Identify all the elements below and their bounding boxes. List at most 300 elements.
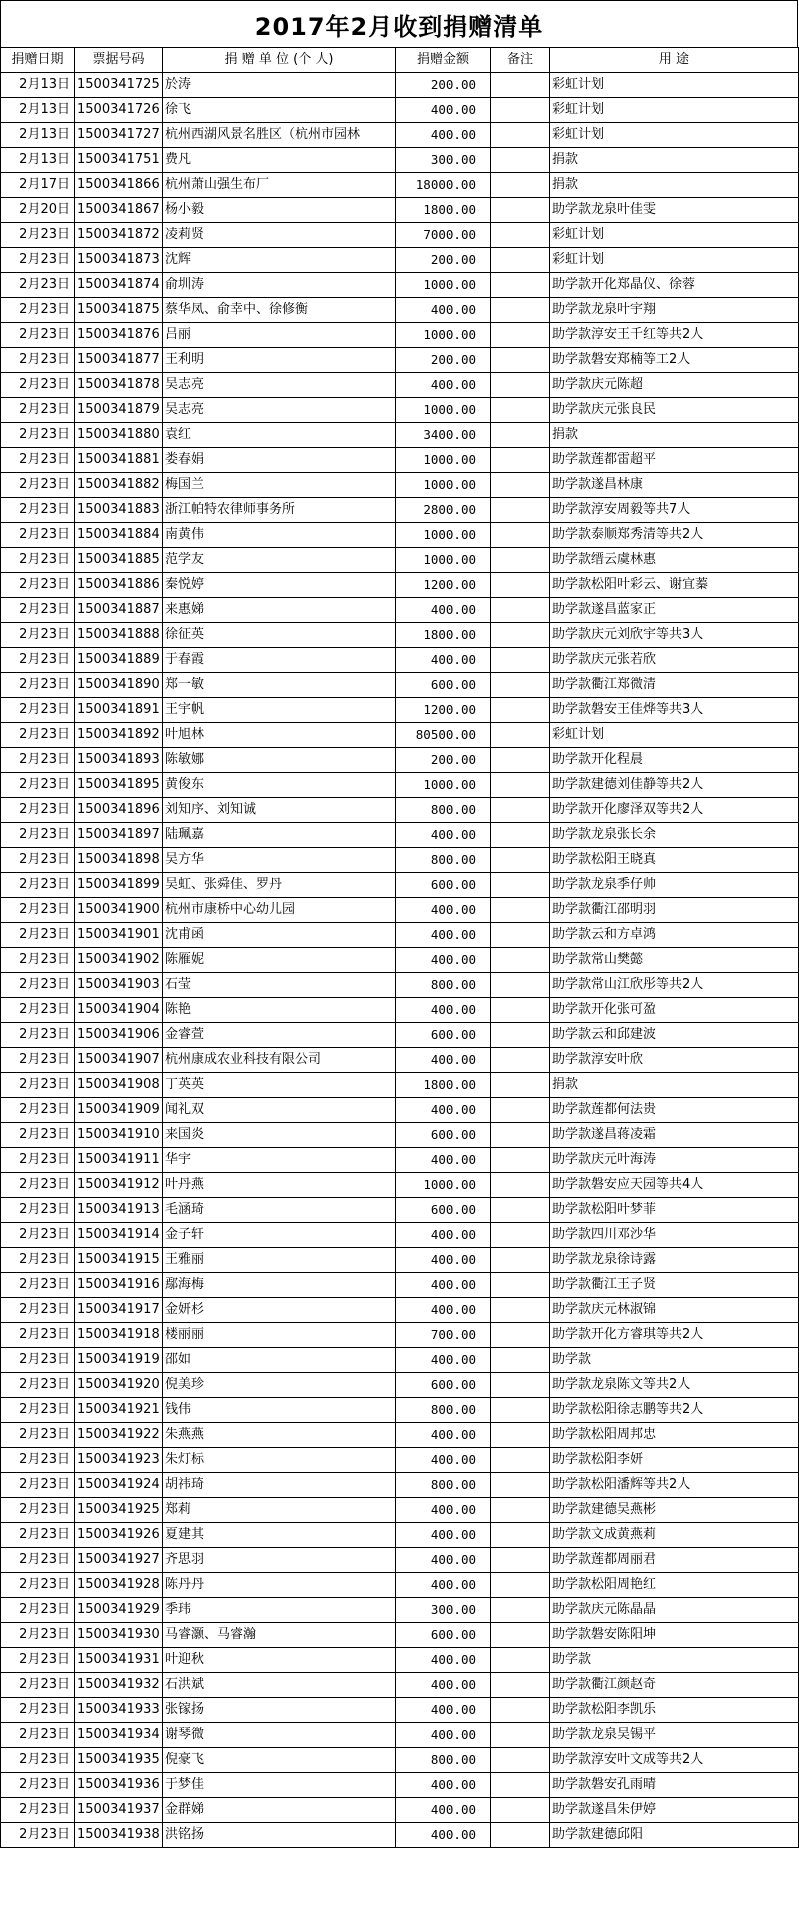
cell-receipt: 1500341932 xyxy=(75,1673,163,1698)
cell-date: 2月23日 xyxy=(1,1573,75,1598)
cell-amount: 400.00 xyxy=(396,1248,491,1273)
cell-amount: 1000.00 xyxy=(396,273,491,298)
cell-date: 2月23日 xyxy=(1,1398,75,1423)
cell-note xyxy=(491,473,550,498)
cell-receipt: 1500341751 xyxy=(75,148,163,173)
cell-receipt: 1500341919 xyxy=(75,1348,163,1373)
cell-receipt: 1500341937 xyxy=(75,1798,163,1823)
cell-note xyxy=(491,648,550,673)
cell-donor: 马睿灏、马睿瀚 xyxy=(163,1623,396,1648)
table-row xyxy=(1,898,799,923)
cell-purpose: 助学款磐安陈阳坤 xyxy=(550,1623,799,1648)
cell-note xyxy=(491,1023,550,1048)
cell-receipt: 1500341866 xyxy=(75,173,163,198)
cell-amount: 600.00 xyxy=(396,1198,491,1223)
cell-purpose: 助学款龙泉徐诗露 xyxy=(550,1248,799,1273)
cell-purpose: 助学款衢江邵明羽 xyxy=(550,898,799,923)
cell-date: 2月13日 xyxy=(1,123,75,148)
cell-note xyxy=(491,1423,550,1448)
cell-note xyxy=(491,573,550,598)
table-row xyxy=(1,1048,799,1073)
cell-date: 2月23日 xyxy=(1,1198,75,1223)
cell-purpose: 助学款遂昌蒋凌霜 xyxy=(550,1123,799,1148)
cell-date: 2月23日 xyxy=(1,773,75,798)
cell-donor: 沈辉 xyxy=(163,248,396,273)
cell-date: 2月13日 xyxy=(1,98,75,123)
cell-donor: 杭州萧山强生布厂 xyxy=(163,173,396,198)
cell-note xyxy=(491,1698,550,1723)
cell-donor: 吕丽 xyxy=(163,323,396,348)
cell-receipt: 1500341898 xyxy=(75,848,163,873)
table-row xyxy=(1,448,799,473)
cell-receipt: 1500341934 xyxy=(75,1723,163,1748)
cell-donor: 蔡华凤、俞幸中、徐修衡 xyxy=(163,298,396,323)
header-date: 捐赠日期 xyxy=(1,48,75,73)
cell-purpose: 助学款庆元刘欣宇等共3人 xyxy=(550,623,799,648)
cell-note xyxy=(491,248,550,273)
cell-donor: 来惠娣 xyxy=(163,598,396,623)
cell-date: 2月23日 xyxy=(1,848,75,873)
table-row xyxy=(1,248,799,273)
cell-donor: 楼丽丽 xyxy=(163,1323,396,1348)
cell-amount: 400.00 xyxy=(396,1098,491,1123)
cell-amount: 7000.00 xyxy=(396,223,491,248)
cell-note xyxy=(491,823,550,848)
cell-purpose: 助学款常山樊懿 xyxy=(550,948,799,973)
cell-note xyxy=(491,598,550,623)
cell-date: 2月23日 xyxy=(1,473,75,498)
cell-note xyxy=(491,348,550,373)
cell-amount: 400.00 xyxy=(396,1723,491,1748)
cell-donor: 吴志亮 xyxy=(163,398,396,423)
cell-donor: 金群娣 xyxy=(163,1798,396,1823)
table-row xyxy=(1,748,799,773)
table-row xyxy=(1,398,799,423)
cell-donor: 吴虹、张舜佳、罗丹 xyxy=(163,873,396,898)
cell-date: 2月23日 xyxy=(1,1598,75,1623)
cell-purpose: 彩虹计划 xyxy=(550,723,799,748)
cell-date: 2月23日 xyxy=(1,1273,75,1298)
cell-date: 2月23日 xyxy=(1,1423,75,1448)
cell-date: 2月23日 xyxy=(1,1323,75,1348)
cell-receipt: 1500341923 xyxy=(75,1448,163,1473)
cell-note xyxy=(491,1523,550,1548)
cell-amount: 400.00 xyxy=(396,1048,491,1073)
cell-receipt: 1500341922 xyxy=(75,1423,163,1448)
cell-date: 2月23日 xyxy=(1,423,75,448)
cell-amount: 600.00 xyxy=(396,1123,491,1148)
cell-date: 2月23日 xyxy=(1,873,75,898)
table-row xyxy=(1,1398,799,1423)
cell-date: 2月23日 xyxy=(1,1498,75,1523)
table-row xyxy=(1,1198,799,1223)
cell-purpose: 助学款庆元张良民 xyxy=(550,398,799,423)
cell-receipt: 1500341876 xyxy=(75,323,163,348)
cell-date: 2月23日 xyxy=(1,948,75,973)
cell-amount: 3400.00 xyxy=(396,423,491,448)
cell-receipt: 1500341897 xyxy=(75,823,163,848)
cell-note xyxy=(491,1098,550,1123)
table-row xyxy=(1,1573,799,1598)
cell-purpose: 助学款淳安叶文成等共2人 xyxy=(550,1748,799,1773)
header-donor: 捐 赠 单 位 (个 人) xyxy=(163,48,396,73)
cell-receipt: 1500341913 xyxy=(75,1198,163,1223)
cell-donor: 叶旭林 xyxy=(163,723,396,748)
cell-date: 2月23日 xyxy=(1,1448,75,1473)
table-row xyxy=(1,1798,799,1823)
cell-date: 2月13日 xyxy=(1,73,75,98)
cell-date: 2月23日 xyxy=(1,723,75,748)
table-row xyxy=(1,623,799,648)
cell-purpose: 助学款龙泉叶佳雯 xyxy=(550,198,799,223)
cell-purpose: 助学款开化程晨 xyxy=(550,748,799,773)
cell-note xyxy=(491,1273,550,1298)
cell-note xyxy=(491,1473,550,1498)
cell-amount: 600.00 xyxy=(396,1023,491,1048)
cell-note xyxy=(491,848,550,873)
cell-donor: 俞圳涛 xyxy=(163,273,396,298)
table-row xyxy=(1,1173,799,1198)
cell-purpose: 助学款淳安叶欣 xyxy=(550,1048,799,1073)
table-row xyxy=(1,1073,799,1098)
cell-receipt: 1500341936 xyxy=(75,1773,163,1798)
cell-receipt: 1500341921 xyxy=(75,1398,163,1423)
cell-purpose: 助学款磐安应天园等共4人 xyxy=(550,1173,799,1198)
cell-purpose: 助学款遂昌朱伊婷 xyxy=(550,1798,799,1823)
cell-donor: 郑莉 xyxy=(163,1498,396,1523)
cell-donor: 朱灯标 xyxy=(163,1448,396,1473)
cell-amount: 18000.00 xyxy=(396,173,491,198)
cell-amount: 400.00 xyxy=(396,1548,491,1573)
cell-donor: 华宇 xyxy=(163,1148,396,1173)
cell-receipt: 1500341879 xyxy=(75,398,163,423)
cell-note xyxy=(491,98,550,123)
cell-purpose: 助学款开化郑晶仪、徐蓉 xyxy=(550,273,799,298)
cell-receipt: 1500341903 xyxy=(75,973,163,998)
cell-purpose: 助学款龙泉张长余 xyxy=(550,823,799,848)
cell-purpose: 捐款 xyxy=(550,1073,799,1098)
cell-date: 2月23日 xyxy=(1,448,75,473)
cell-donor: 石莹 xyxy=(163,973,396,998)
cell-note xyxy=(491,1348,550,1373)
cell-receipt: 1500341900 xyxy=(75,898,163,923)
cell-purpose: 助学款 xyxy=(550,1648,799,1673)
cell-purpose: 助学款文成黄燕莉 xyxy=(550,1523,799,1548)
table-row xyxy=(1,1773,799,1798)
header-row xyxy=(1,48,799,73)
cell-amount: 1800.00 xyxy=(396,1073,491,1098)
cell-date: 2月23日 xyxy=(1,1823,75,1848)
cell-note xyxy=(491,1048,550,1073)
cell-purpose: 助学款磐安郑楠等工2人 xyxy=(550,348,799,373)
table-row xyxy=(1,1148,799,1173)
cell-note xyxy=(491,1398,550,1423)
cell-amount: 400.00 xyxy=(396,1273,491,1298)
cell-purpose: 助学款龙泉叶宇翔 xyxy=(550,298,799,323)
cell-donor: 王雅丽 xyxy=(163,1248,396,1273)
cell-purpose: 助学款 xyxy=(550,1348,799,1373)
table-row xyxy=(1,1623,799,1648)
cell-receipt: 1500341889 xyxy=(75,648,163,673)
cell-amount: 200.00 xyxy=(396,348,491,373)
cell-receipt: 1500341933 xyxy=(75,1698,163,1723)
cell-note xyxy=(491,1373,550,1398)
cell-receipt: 1500341918 xyxy=(75,1323,163,1348)
table-row xyxy=(1,1248,799,1273)
cell-donor: 张镓扬 xyxy=(163,1698,396,1723)
cell-purpose: 彩虹计划 xyxy=(550,248,799,273)
cell-purpose: 助学款莲都雷超平 xyxy=(550,448,799,473)
cell-amount: 1000.00 xyxy=(396,1173,491,1198)
cell-receipt: 1500341906 xyxy=(75,1023,163,1048)
cell-donor: 袁红 xyxy=(163,423,396,448)
cell-amount: 1000.00 xyxy=(396,523,491,548)
cell-receipt: 1500341928 xyxy=(75,1573,163,1598)
cell-amount: 400.00 xyxy=(396,1523,491,1548)
cell-date: 2月23日 xyxy=(1,1548,75,1573)
cell-purpose: 捐款 xyxy=(550,423,799,448)
cell-note xyxy=(491,1598,550,1623)
cell-date: 2月20日 xyxy=(1,198,75,223)
cell-date: 2月23日 xyxy=(1,898,75,923)
cell-note xyxy=(491,623,550,648)
cell-donor: 陈敏娜 xyxy=(163,748,396,773)
table-row xyxy=(1,1223,799,1248)
cell-amount: 400.00 xyxy=(396,1498,491,1523)
cell-donor: 倪豪飞 xyxy=(163,1748,396,1773)
cell-donor: 秦悦婷 xyxy=(163,573,396,598)
cell-date: 2月23日 xyxy=(1,648,75,673)
cell-note xyxy=(491,923,550,948)
cell-donor: 叶迎秋 xyxy=(163,1648,396,1673)
cell-receipt: 1500341890 xyxy=(75,673,163,698)
table-row xyxy=(1,123,799,148)
table-row xyxy=(1,673,799,698)
cell-purpose: 助学款松阳周艳红 xyxy=(550,1573,799,1598)
cell-date: 2月23日 xyxy=(1,1648,75,1673)
cell-donor: 鄢海梅 xyxy=(163,1273,396,1298)
cell-note xyxy=(491,1173,550,1198)
cell-receipt: 1500341886 xyxy=(75,573,163,598)
cell-amount: 400.00 xyxy=(396,1423,491,1448)
cell-note xyxy=(491,1123,550,1148)
cell-receipt: 1500341908 xyxy=(75,1073,163,1098)
cell-amount: 800.00 xyxy=(396,1398,491,1423)
cell-date: 2月23日 xyxy=(1,1673,75,1698)
donation-table xyxy=(0,47,799,1848)
table-row xyxy=(1,1698,799,1723)
cell-receipt: 1500341925 xyxy=(75,1498,163,1523)
cell-note xyxy=(491,1723,550,1748)
cell-amount: 700.00 xyxy=(396,1323,491,1348)
cell-receipt: 1500341867 xyxy=(75,198,163,223)
cell-amount: 400.00 xyxy=(396,898,491,923)
cell-purpose: 助学款磐安孔雨晴 xyxy=(550,1773,799,1798)
table-row xyxy=(1,1423,799,1448)
cell-amount: 400.00 xyxy=(396,1298,491,1323)
cell-receipt: 1500341893 xyxy=(75,748,163,773)
cell-receipt: 1500341916 xyxy=(75,1273,163,1298)
cell-date: 2月23日 xyxy=(1,348,75,373)
table-row xyxy=(1,348,799,373)
cell-amount: 400.00 xyxy=(396,1148,491,1173)
cell-amount: 800.00 xyxy=(396,1748,491,1773)
table-row xyxy=(1,1123,799,1148)
cell-receipt: 1500341899 xyxy=(75,873,163,898)
cell-donor: 毛涵琦 xyxy=(163,1198,396,1223)
cell-purpose: 助学款泰顺郑秀清等共2人 xyxy=(550,523,799,548)
cell-purpose: 助学款龙泉吴锡平 xyxy=(550,1723,799,1748)
cell-date: 2月23日 xyxy=(1,698,75,723)
cell-date: 2月23日 xyxy=(1,1723,75,1748)
cell-date: 2月23日 xyxy=(1,923,75,948)
cell-donor: 范学友 xyxy=(163,548,396,573)
cell-receipt: 1500341895 xyxy=(75,773,163,798)
cell-donor: 梅国兰 xyxy=(163,473,396,498)
cell-receipt: 1500341904 xyxy=(75,998,163,1023)
cell-donor: 叶丹燕 xyxy=(163,1173,396,1198)
cell-purpose: 助学款松阳徐志鹏等共2人 xyxy=(550,1398,799,1423)
cell-purpose: 捐款 xyxy=(550,173,799,198)
cell-donor: 季玮 xyxy=(163,1598,396,1623)
cell-donor: 王宇帆 xyxy=(163,698,396,723)
cell-receipt: 1500341881 xyxy=(75,448,163,473)
cell-amount: 200.00 xyxy=(396,748,491,773)
cell-date: 2月23日 xyxy=(1,1223,75,1248)
cell-note xyxy=(491,448,550,473)
cell-note xyxy=(491,1773,550,1798)
cell-amount: 400.00 xyxy=(396,598,491,623)
table-row xyxy=(1,148,799,173)
table-row xyxy=(1,73,799,98)
cell-receipt: 1500341725 xyxy=(75,73,163,98)
cell-date: 2月23日 xyxy=(1,973,75,998)
cell-donor: 陈艳 xyxy=(163,998,396,1023)
cell-note xyxy=(491,1323,550,1348)
cell-receipt: 1500341878 xyxy=(75,373,163,398)
cell-note xyxy=(491,223,550,248)
cell-donor: 金睿萱 xyxy=(163,1023,396,1048)
cell-donor: 陈雁妮 xyxy=(163,948,396,973)
cell-note xyxy=(491,1073,550,1098)
cell-receipt: 1500341882 xyxy=(75,473,163,498)
cell-date: 2月23日 xyxy=(1,1298,75,1323)
cell-date: 2月23日 xyxy=(1,223,75,248)
cell-purpose: 助学款松阳王晓真 xyxy=(550,848,799,873)
header-receipt: 票据号码 xyxy=(75,48,163,73)
cell-date: 2月23日 xyxy=(1,1148,75,1173)
cell-amount: 300.00 xyxy=(396,148,491,173)
cell-amount: 400.00 xyxy=(396,1773,491,1798)
table-row xyxy=(1,1748,799,1773)
cell-receipt: 1500341927 xyxy=(75,1548,163,1573)
table-row xyxy=(1,323,799,348)
header-note: 备注 xyxy=(491,48,550,73)
cell-date: 2月23日 xyxy=(1,1698,75,1723)
cell-receipt: 1500341880 xyxy=(75,423,163,448)
cell-note xyxy=(491,1448,550,1473)
cell-date: 2月23日 xyxy=(1,1748,75,1773)
cell-amount: 800.00 xyxy=(396,798,491,823)
cell-note xyxy=(491,1548,550,1573)
cell-purpose: 助学款四川邓沙华 xyxy=(550,1223,799,1248)
cell-receipt: 1500341726 xyxy=(75,98,163,123)
cell-note xyxy=(491,73,550,98)
cell-amount: 80500.00 xyxy=(396,723,491,748)
cell-purpose: 助学款庆元陈超 xyxy=(550,373,799,398)
cell-receipt: 1500341920 xyxy=(75,1373,163,1398)
cell-donor: 徐征英 xyxy=(163,623,396,648)
cell-date: 2月23日 xyxy=(1,798,75,823)
table-row xyxy=(1,1273,799,1298)
cell-receipt: 1500341909 xyxy=(75,1098,163,1123)
table-row xyxy=(1,798,799,823)
cell-note xyxy=(491,973,550,998)
cell-date: 2月23日 xyxy=(1,823,75,848)
table-row xyxy=(1,1448,799,1473)
cell-date: 2月23日 xyxy=(1,548,75,573)
cell-amount: 1200.00 xyxy=(396,573,491,598)
table-row xyxy=(1,873,799,898)
cell-note xyxy=(491,123,550,148)
table-row xyxy=(1,1373,799,1398)
cell-amount: 600.00 xyxy=(396,1373,491,1398)
header-amount: 捐赠金额 xyxy=(396,48,491,73)
cell-donor: 陆珮嘉 xyxy=(163,823,396,848)
cell-amount: 1000.00 xyxy=(396,773,491,798)
cell-amount: 1800.00 xyxy=(396,198,491,223)
cell-purpose: 助学款衢江郑微清 xyxy=(550,673,799,698)
cell-receipt: 1500341891 xyxy=(75,698,163,723)
table-row xyxy=(1,523,799,548)
cell-purpose: 助学款松阳李凯乐 xyxy=(550,1698,799,1723)
cell-receipt: 1500341929 xyxy=(75,1598,163,1623)
cell-purpose: 彩虹计划 xyxy=(550,73,799,98)
cell-note xyxy=(491,498,550,523)
cell-purpose: 助学款衢江王子贤 xyxy=(550,1273,799,1298)
cell-purpose: 助学款庆元陈晶晶 xyxy=(550,1598,799,1623)
cell-purpose: 彩虹计划 xyxy=(550,123,799,148)
cell-note xyxy=(491,298,550,323)
cell-donor: 吴方华 xyxy=(163,848,396,873)
table-row xyxy=(1,1598,799,1623)
cell-note xyxy=(491,423,550,448)
cell-donor: 刘知序、刘知诚 xyxy=(163,798,396,823)
cell-purpose: 助学款淳安周毅等共7人 xyxy=(550,498,799,523)
cell-date: 2月23日 xyxy=(1,1098,75,1123)
cell-donor: 费凡 xyxy=(163,148,396,173)
cell-amount: 200.00 xyxy=(396,248,491,273)
cell-receipt: 1500341877 xyxy=(75,348,163,373)
table-row xyxy=(1,773,799,798)
table-row xyxy=(1,223,799,248)
table-row xyxy=(1,1298,799,1323)
cell-purpose: 助学款建德刘佳静等共2人 xyxy=(550,773,799,798)
table-row xyxy=(1,1498,799,1523)
header-purpose: 用 途 xyxy=(550,48,799,73)
cell-receipt: 1500341931 xyxy=(75,1648,163,1673)
sheet-title: 2017年2月收到捐赠清单 xyxy=(0,0,798,47)
cell-note xyxy=(491,998,550,1023)
cell-note xyxy=(491,698,550,723)
cell-donor: 杨小毅 xyxy=(163,198,396,223)
table-row xyxy=(1,1823,799,1848)
cell-receipt: 1500341935 xyxy=(75,1748,163,1773)
table-row xyxy=(1,298,799,323)
cell-receipt: 1500341884 xyxy=(75,523,163,548)
cell-date: 2月23日 xyxy=(1,498,75,523)
table-row xyxy=(1,1473,799,1498)
